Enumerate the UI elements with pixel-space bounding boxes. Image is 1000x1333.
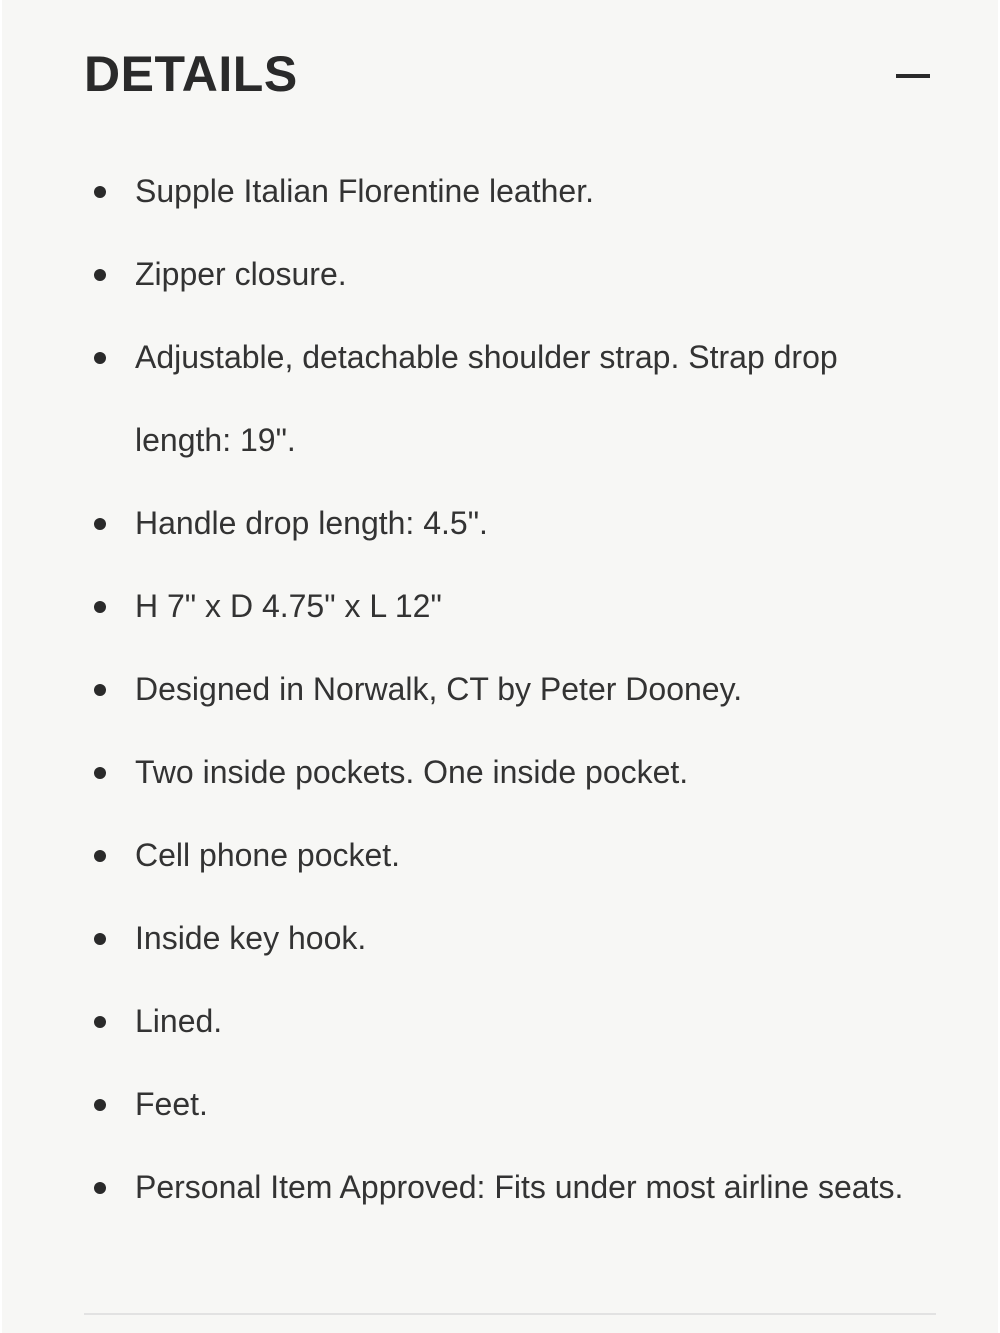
- list-item: [84, 731, 904, 814]
- bullet-icon: [94, 601, 106, 613]
- bullet-icon: [94, 518, 106, 530]
- details-accordion-panel: [2, 0, 998, 1333]
- list-item-text: Designed in Norwalk, CT by Peter Dooney.: [135, 671, 743, 707]
- accordion-header[interactable]: [84, 44, 934, 108]
- bullet-icon: [94, 186, 106, 198]
- list-item-text: H 7" x D 4.75" x L 12": [135, 588, 442, 624]
- list-item-text: Feet.: [135, 1086, 208, 1122]
- list-item-text: Lined.: [135, 1003, 223, 1039]
- bullet-icon: [94, 1016, 106, 1028]
- bullet-icon: [94, 933, 106, 945]
- list-item: [84, 233, 904, 316]
- list-item-text: Personal Item Approved: Fits under most airline seats.: [135, 1169, 904, 1205]
- list-item: [84, 316, 904, 482]
- minus-icon: [896, 74, 930, 78]
- list-item-text: Adjustable, detachable shoulder strap. Strap drop length: 19".: [135, 339, 838, 458]
- list-item-text: Zipper closure.: [135, 256, 347, 292]
- bullet-icon: [94, 352, 106, 364]
- section-divider: [84, 1313, 936, 1315]
- list-item: [84, 980, 904, 1063]
- list-item-text: Supple Italian Florentine leather.: [135, 173, 594, 209]
- list-item: [84, 150, 904, 233]
- list-item: [84, 1063, 904, 1146]
- list-item-text: Inside key hook.: [135, 920, 367, 956]
- list-item: [84, 482, 904, 565]
- bullet-icon: [94, 1099, 106, 1111]
- list-item: [84, 565, 904, 648]
- list-item: [84, 897, 904, 980]
- list-item-text: Two inside pockets. One inside pocket.: [135, 754, 689, 790]
- list-item: [84, 648, 904, 731]
- bullet-icon: [94, 1182, 106, 1194]
- list-item-text: Handle drop length: 4.5".: [135, 505, 488, 541]
- collapse-button[interactable]: [894, 58, 934, 94]
- list-item-text: Cell phone pocket.: [135, 837, 401, 873]
- bullet-icon: [94, 850, 106, 862]
- list-item: [84, 814, 904, 897]
- bullet-icon: [94, 684, 106, 696]
- list-item: [84, 1146, 904, 1229]
- bullet-icon: [94, 269, 106, 281]
- section-title: DETAILS: [84, 46, 298, 102]
- details-list: [84, 150, 904, 1229]
- bullet-icon: [94, 767, 106, 779]
